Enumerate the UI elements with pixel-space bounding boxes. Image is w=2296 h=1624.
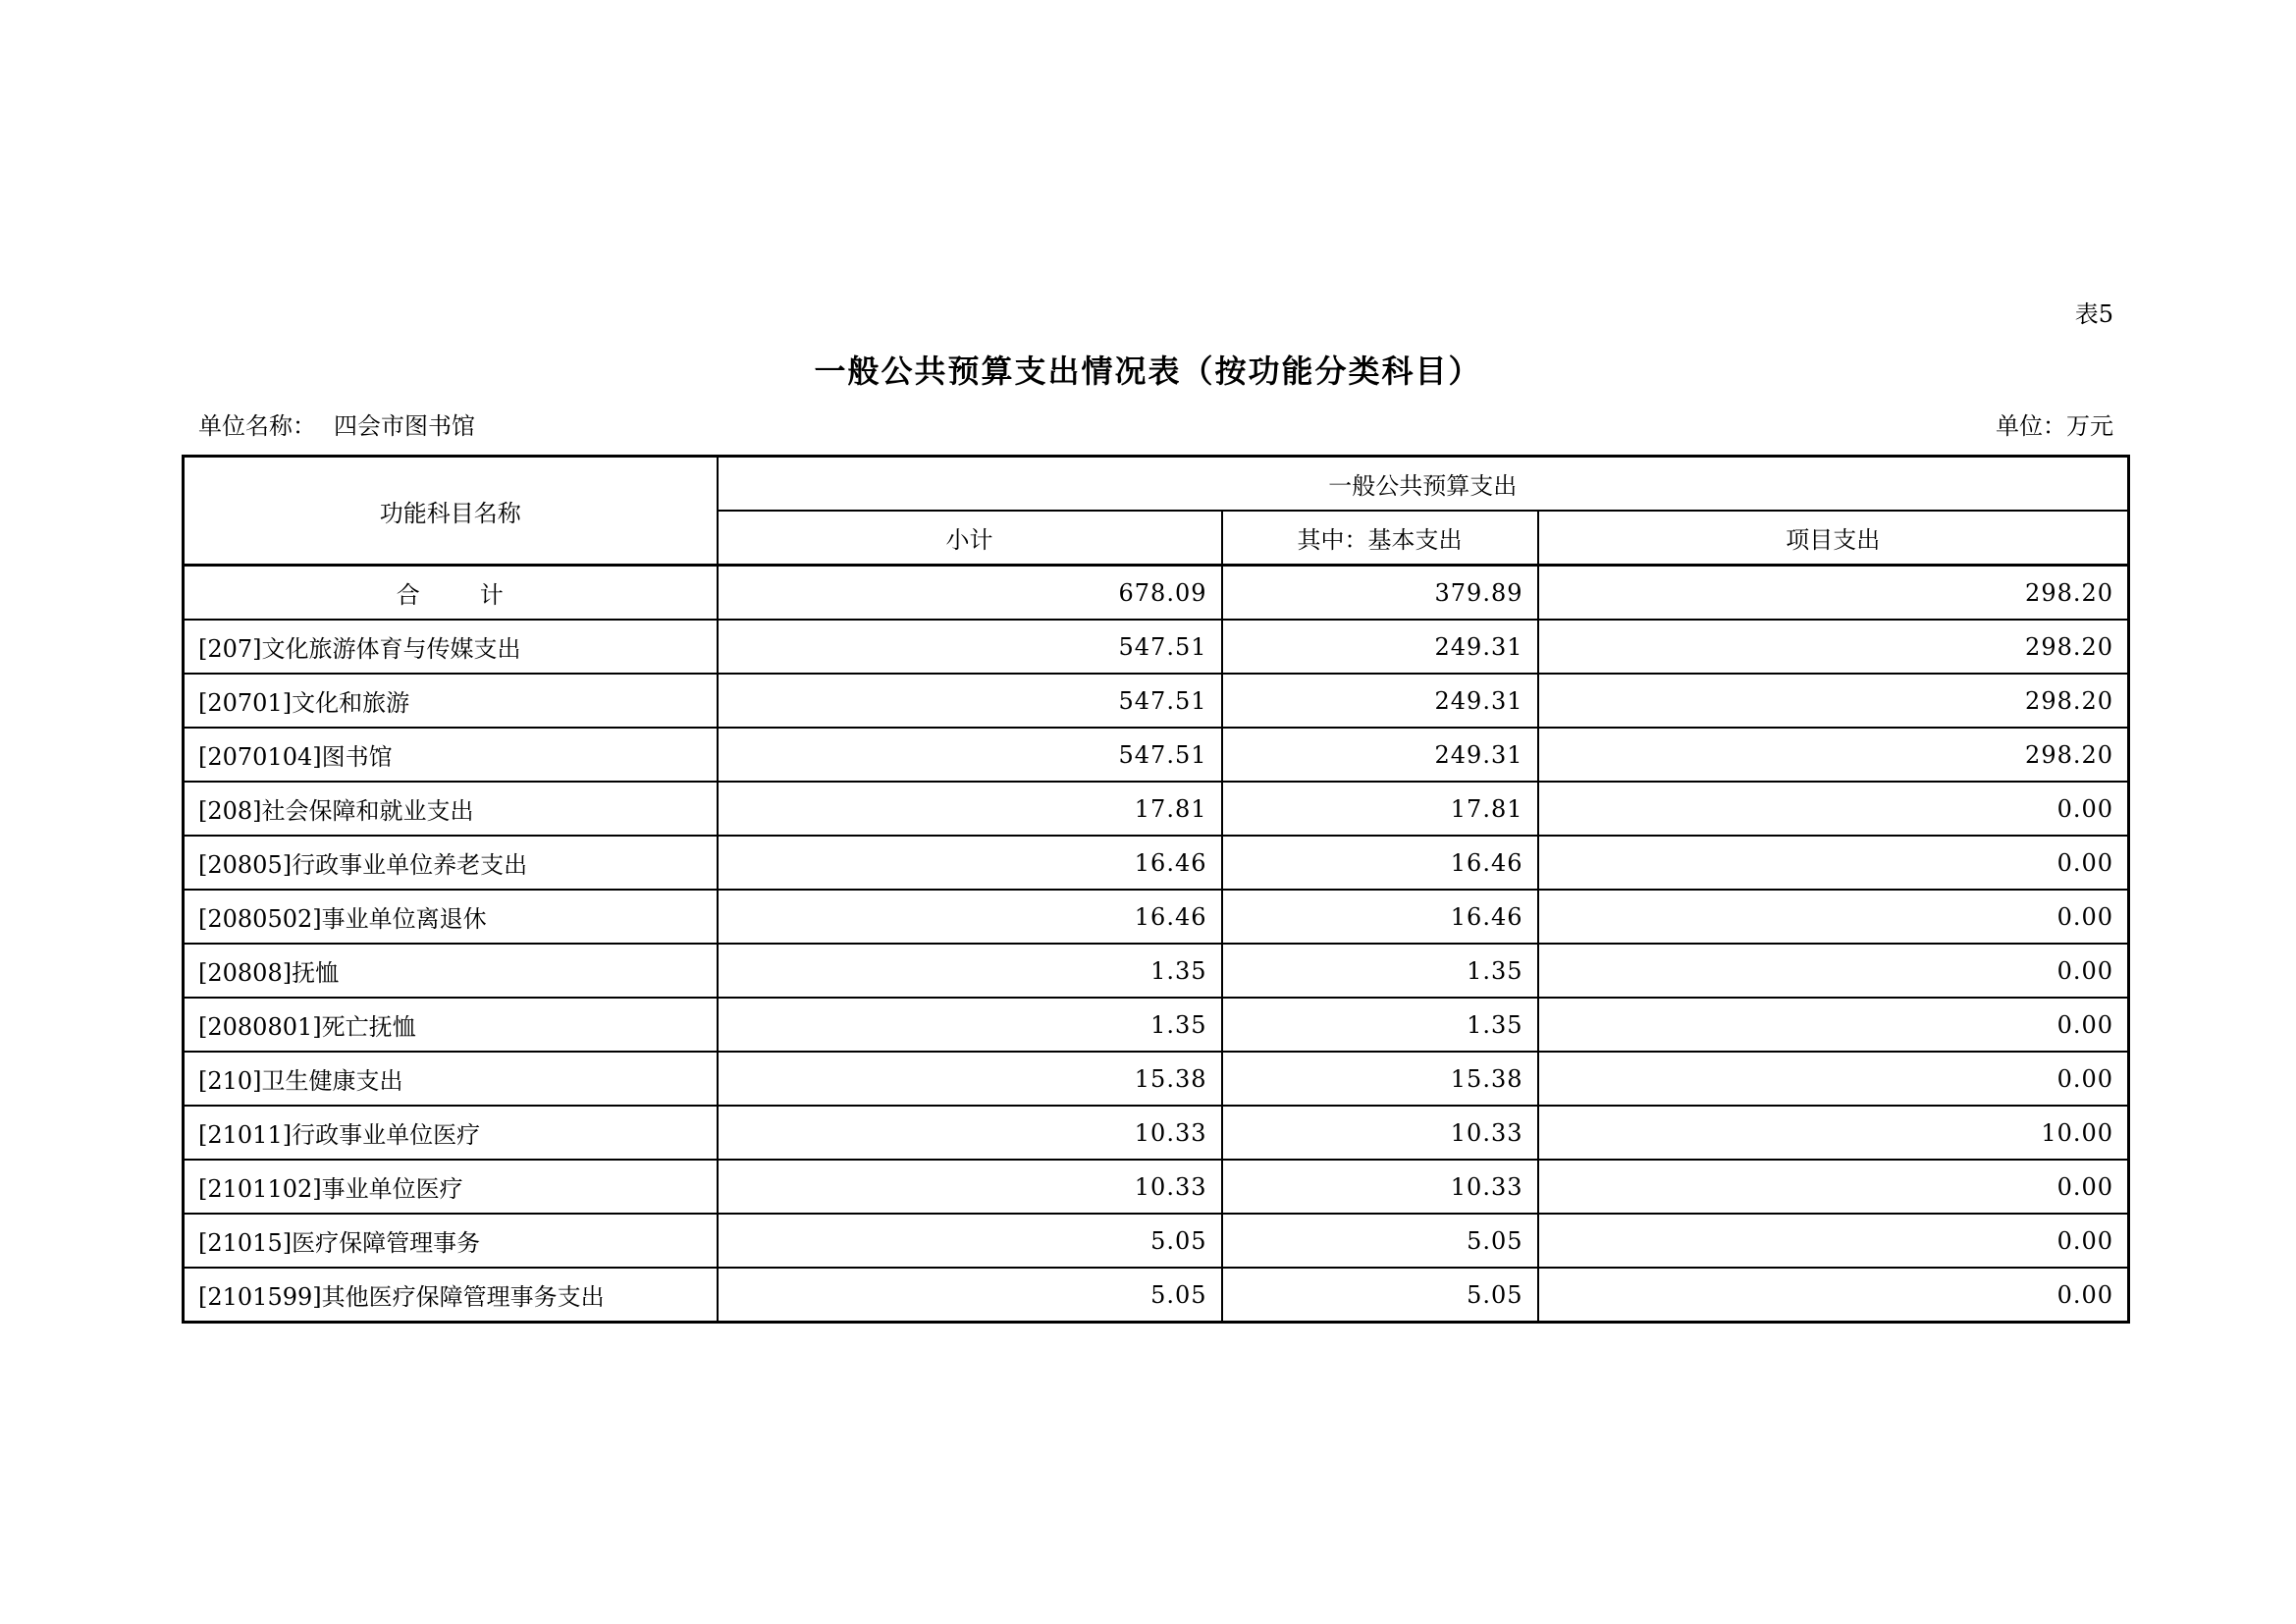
row-project-expenditure: 0.00 bbox=[1538, 944, 2129, 998]
total-row bbox=[184, 566, 2129, 621]
total-subtotal: 678.09 bbox=[718, 566, 1222, 621]
row-function-name: [2070104]图书馆 bbox=[184, 728, 718, 782]
total-project: 298.20 bbox=[1538, 566, 2129, 621]
row-subtotal: 10.33 bbox=[718, 1160, 1222, 1214]
row-function-name: [208]社会保障和就业支出 bbox=[184, 782, 718, 836]
row-basic-expenditure: 249.31 bbox=[1222, 620, 1538, 674]
row-basic-expenditure: 16.46 bbox=[1222, 890, 1538, 944]
row-subtotal: 547.51 bbox=[718, 728, 1222, 782]
row-basic-expenditure: 5.05 bbox=[1222, 1214, 1538, 1268]
document-title: 一般公共预算支出情况表（按功能分类科目） bbox=[814, 352, 1482, 390]
row-project-expenditure: 0.00 bbox=[1538, 890, 2129, 944]
row-function-name: [21015]医疗保障管理事务 bbox=[184, 1214, 718, 1268]
row-basic-expenditure: 10.33 bbox=[1222, 1106, 1538, 1160]
row-project-expenditure: 10.00 bbox=[1538, 1106, 2129, 1160]
row-function-name: [20805]行政事业单位养老支出 bbox=[184, 836, 718, 890]
header-general-budget: 一般公共预算支出 bbox=[718, 457, 2129, 512]
header-row-top bbox=[184, 457, 2129, 512]
table-row bbox=[184, 782, 2129, 836]
row-function-name: [207]文化旅游体育与传媒支出 bbox=[184, 620, 718, 674]
row-project-expenditure: 0.00 bbox=[1538, 782, 2129, 836]
row-project-expenditure: 0.00 bbox=[1538, 836, 2129, 890]
row-subtotal: 16.46 bbox=[718, 836, 1222, 890]
row-subtotal: 17.81 bbox=[718, 782, 1222, 836]
row-basic-expenditure: 17.81 bbox=[1222, 782, 1538, 836]
row-function-name: [210]卫生健康支出 bbox=[184, 1052, 718, 1106]
row-basic-expenditure: 1.35 bbox=[1222, 998, 1538, 1052]
unit-name-label: 单位名称： bbox=[198, 412, 316, 440]
total-basic: 379.89 bbox=[1222, 566, 1538, 621]
row-project-expenditure: 0.00 bbox=[1538, 1268, 2129, 1323]
row-project-expenditure: 0.00 bbox=[1538, 1160, 2129, 1214]
total-label: 合 计 bbox=[184, 566, 718, 621]
table-row bbox=[184, 944, 2129, 998]
row-subtotal: 1.35 bbox=[718, 944, 1222, 998]
unit-name-line bbox=[198, 411, 475, 441]
row-function-name: [2101599]其他医疗保障管理事务支出 bbox=[184, 1268, 718, 1323]
row-basic-expenditure: 10.33 bbox=[1222, 1160, 1538, 1214]
table-row bbox=[184, 674, 2129, 728]
header-function-name: 功能科目名称 bbox=[184, 457, 718, 566]
row-function-name: [2101102]事业单位医疗 bbox=[184, 1160, 718, 1214]
table-row bbox=[184, 1106, 2129, 1160]
header-basic-expenditure: 其中：基本支出 bbox=[1222, 511, 1538, 566]
row-function-name: [21011]行政事业单位医疗 bbox=[184, 1106, 718, 1160]
budget-expenditure-table bbox=[182, 455, 2130, 1324]
table-row bbox=[184, 620, 2129, 674]
row-basic-expenditure: 249.31 bbox=[1222, 674, 1538, 728]
row-project-expenditure: 0.00 bbox=[1538, 998, 2129, 1052]
row-subtotal: 5.05 bbox=[718, 1214, 1222, 1268]
currency-unit-label: 单位：万元 bbox=[1996, 412, 2113, 440]
row-subtotal: 15.38 bbox=[718, 1052, 1222, 1106]
table-row bbox=[184, 1214, 2129, 1268]
row-project-expenditure: 0.00 bbox=[1538, 1214, 2129, 1268]
row-basic-expenditure: 16.46 bbox=[1222, 836, 1538, 890]
row-subtotal: 547.51 bbox=[718, 674, 1222, 728]
row-basic-expenditure: 1.35 bbox=[1222, 944, 1538, 998]
row-subtotal: 5.05 bbox=[718, 1268, 1222, 1323]
table-row bbox=[184, 1160, 2129, 1214]
row-subtotal: 10.33 bbox=[718, 1106, 1222, 1160]
unit-name-value: 四会市图书馆 bbox=[334, 412, 475, 440]
table-number-label: 表5 bbox=[2074, 300, 2113, 328]
row-project-expenditure: 298.20 bbox=[1538, 728, 2129, 782]
row-basic-expenditure: 5.05 bbox=[1222, 1268, 1538, 1323]
header-project-expenditure: 项目支出 bbox=[1538, 511, 2129, 566]
row-basic-expenditure: 249.31 bbox=[1222, 728, 1538, 782]
table-row bbox=[184, 1052, 2129, 1106]
row-function-name: [20808]抚恤 bbox=[184, 944, 718, 998]
table-row bbox=[184, 836, 2129, 890]
row-project-expenditure: 298.20 bbox=[1538, 674, 2129, 728]
table-row bbox=[184, 728, 2129, 782]
row-function-name: [2080502]事业单位离退休 bbox=[184, 890, 718, 944]
row-function-name: [2080801]死亡抚恤 bbox=[184, 998, 718, 1052]
row-function-name: [20701]文化和旅游 bbox=[184, 674, 718, 728]
row-project-expenditure: 298.20 bbox=[1538, 620, 2129, 674]
row-subtotal: 547.51 bbox=[718, 620, 1222, 674]
row-subtotal: 1.35 bbox=[718, 998, 1222, 1052]
table-row bbox=[184, 1268, 2129, 1323]
header-subtotal: 小计 bbox=[718, 511, 1222, 566]
table-row bbox=[184, 890, 2129, 944]
row-project-expenditure: 0.00 bbox=[1538, 1052, 2129, 1106]
table-row bbox=[184, 998, 2129, 1052]
row-subtotal: 16.46 bbox=[718, 890, 1222, 944]
row-basic-expenditure: 15.38 bbox=[1222, 1052, 1538, 1106]
